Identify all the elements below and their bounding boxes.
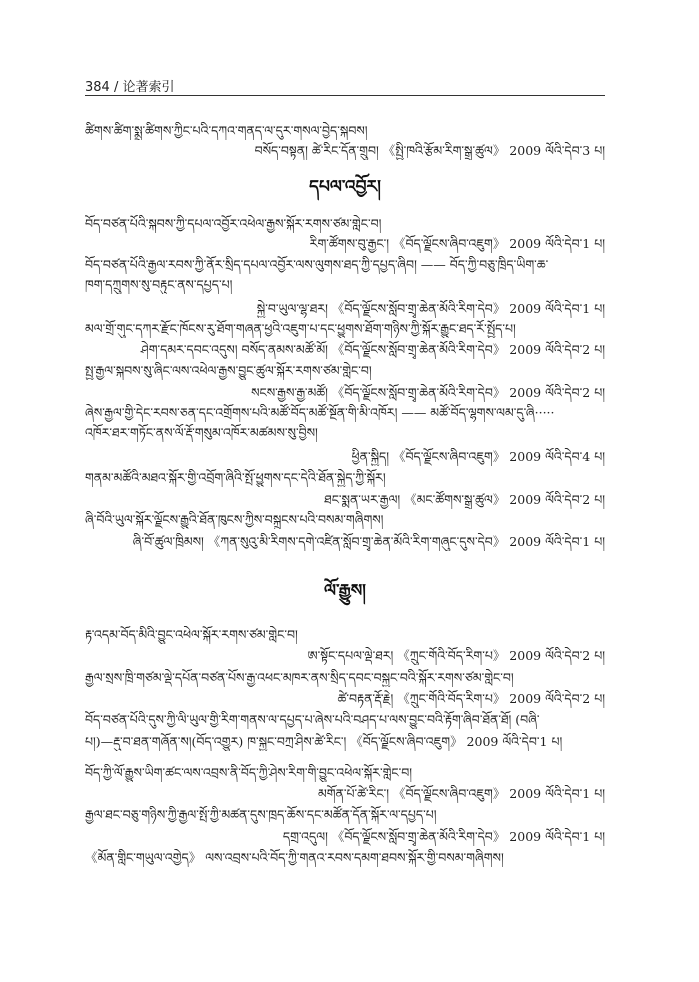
index-entry-title: བོད་བཙན་པོའི་རྒྱལ་རབས་ཀྱི་ནོར་སྲིད་དཔལ་འབྱོར་ལས་ལུགས་ཐད་ཀྱི་དཔྱད་ཞིབ། —— བོད་ཀྱི་བཅུ་ཁྲིད་ཡིག་ཆ་ <box>85 257 549 272</box>
index-entry-citation: ཚེ་བརྟན་རྡོ་རྗེ། 《ཀྲུང་གོའི་བོད་རིག་པ》 2009 ལོའི་དེབ་2 པ། <box>337 691 605 706</box>
index-entry-citation: བསོད་བསྟན། ཚེ་རིང་དོན་གྲུབ། 《སྤྱི་ཁའི་རྩོམ་རིག་སྒྲ་ཚུལ》 2009 ལོའི་དེབ་3 པ། <box>254 143 605 158</box>
index-entry-citation: སངས་རྒྱས་རྒྱ་མཚོ། 《བོད་ལྗོངས་སློབ་གྲྭ་ཆེན་མོའི་རིག་དེབ》 2009 ལོའི་དེབ་2 པ། <box>251 385 605 400</box>
index-entry-title: རྟ་འདམ་བོད་མིའི་བྱུང་འཕེལ་སྐོར་རགས་ཙམ་གླེང་བ། <box>85 627 298 642</box>
index-entry-citation: ཕྱིན་སྐྱིད། 《བོད་ལྗོངས་ཞིབ་འཇུག》 2009 ལོའི་དེབ་4 པ། <box>351 449 605 464</box>
index-entry-title: བོད་ཀྱི་ལོ་རྒྱུས་ཡིག་ཚང་ལས་འབྲས་ནི་བོད་ཀྱི་ཤེས་རིག་གི་བྱུང་འཕེལ་སྐོར་གླེང་བ། <box>85 765 413 780</box>
index-entry-citation: མགོན་པོ་ཚེ་རིང་། 《བོད་ལྗོངས་ཞིབ་འཇུག》 2009 ལོའི་དེབ་1 པ། <box>317 786 605 801</box>
index-entry-title: ཞི་བོའི་ཡུལ་སྐོར་ལྗོངས་རྒྱུའི་ཐོན་ཁུངས་ཀྱིས་བསྐྲུངས་པའི་བསམ་གཞིགས། <box>85 512 384 527</box>
index-entry-citation: ཨ་སྟོང་དཔལ་ལྡེ་ཐར། 《ཀྲུང་གོའི་བོད་རིག་པ》 2009 ལོའི་དེབ་2 པ། <box>307 648 605 663</box>
index-entry-title: 《མོན་གླིང་གཡུལ་འགྱེད》 ལས་འབྲས་པའི་བོད་ཀྱི་གནའ་རབས་དམག་ཐབས་སྐོར་གྱི་བསམ་གཞིགས། <box>85 850 504 865</box>
index-entry-citation: ཐང་སྨན་ཡར་རྒྱལ། 《མང་ཚོགས་སྒྲ་ཚུལ》 2009 ལོའི་དེབ་2 པ། <box>324 492 605 507</box>
section-heading-economy: དཔལ་འབྱོར། <box>309 177 381 197</box>
running-header: 384 / 论著索引 <box>85 80 175 95</box>
index-entry-title-cont: འཁོར་ཐར་གཏོང་ནས་ལོ་རྡོ་གསུམ་འཁོར་མཚམས་སུ་བྱིས། <box>85 425 318 440</box>
index-entry-citation: དགྲ་འདུལ། 《བོད་ལྗོངས་སློབ་གྲྭ་ཆེན་མོའི་རིག་དེབ》 2009 ལོའི་དེབ་1 པ། <box>282 829 605 844</box>
index-entry-title: མལ་གྲོ་གུང་དཀར་རྫོང་ཁོངས་རུ་ཐོག་གཞན་ཕྱའི་འཇུག་པ་དང་ཕྱུགས་ཐོག་གཉིས་ཀྱི་སྐོར་རྒྱུང་ཐད་རོ་སྤྱོད་པ། <box>85 321 516 336</box>
index-entry-title: ཞེས་རྒྱལ་གྱི་དེང་རབས་ཅན་དང་འགྲོགས་པའི་མཚོ་བོད་མཚོ་སྔོན་གི་མི་འཁོར། —— མཚོ་བོད་ལྷགས་ལམ་དུ་ཞི····· <box>85 405 555 420</box>
index-entry-title: གནམ་མཚོའི་མཐའ་སྐོར་གྱི་འབྲོག་ཞིའི་སྤོ་ཕྱུགས་དང་དེའི་ཐོན་སྐྱེད་ཀྱི་སྐོར། <box>85 470 386 485</box>
index-entry-title: ཚིགས་ཚིག་སྨྲ་ཚིགས་ཀྱིང་པའི་དཀའ་གནད་ལ་དུར་གསལ་བྱེད་སྐབས། <box>85 123 368 138</box>
index-entry-title-cont: ཁག་དཀྲུགས་སུ་བརྟུང་ནས་དཔྱད་པ། <box>85 277 233 292</box>
index-entry-citation: སྐྱེ་བ་ཡུལ་ལྷ་ཐར། 《བོད་ལྗོངས་སློབ་གྲྭ་ཆེན་མོའི་རིག་དེབ》 2009 ལོའི་དེབ་1 པ། <box>256 301 605 316</box>
index-entry-citation: རིག་ཚོགས་བུ་རྒྱང་། 《བོད་ལྗོངས་ཞིབ་འཇུག》 2009 ལོའི་དེབ་1 པ། <box>309 236 605 251</box>
index-entry-title: རྒྱལ་ཐང་བཅུ་གཉིས་ཀྱི་རྒྱལ་སྤོ་ཀྱི་མཚན་དུས་ཁྲད་ཆོས་དང་མཚོན་དོན་སྐོར་ལ་དཔྱད་པ། <box>85 807 437 822</box>
index-entry-citation: ཤེག་དམར་དབང་འདུས། བསོད་ནམས་མཚོ་མོ། 《བོད་ལྗོངས་སློབ་གྲྭ་ཆེན་མོའི་རིག་དེབ》 2009 ལོའི་དེབ་2 པ། <box>140 342 605 357</box>
index-entry-citation: ཞི་བོ་ཚུལ་ཁྲིམས། 《ཀན་སུའུ་མི་རིགས་དགེ་འཛིན་སློབ་གྲྭ་ཆེན་མོའི་རིག་གཞུང་དུས་དེབ》 2009 ལོའི་དེབ་1 པ། <box>132 534 605 549</box>
index-entry-title: བོད་བཙན་པོའི་དུས་ཀྱི་ལི་ཡུལ་གྱི་རིག་གནས་ལ་དཔྱད་པ་ཞེས་པའི་བཤད་པ་ལས་བྱུང་བའི་རྟོག་ཞིབ་ཐོན་ཐོ། (བཞི་ <box>85 712 540 727</box>
index-entry-title: སྤྱ་རྒྱལ་སྐབས་སུ་ཞིང་ལས་འཕེལ་རྒྱས་བྱུང་ཚུལ་སྐོར་རགས་ཙམ་གླེང་བ། <box>85 363 372 378</box>
index-entry-title-cont: པ།)—རྡུ་བ་ཐན་གཞོན་ས།(བོད་འགྱུར) ཁ་སྐྱང་བཀྲ་ཤིས་ཚེ་རིང་། 《བོད་ལྗོངས་ཞིབ་འཇུག》 2009 ལོའི་དེབ་1 པ། <box>85 734 563 749</box>
index-entry-title: རྒྱལ་སྲས་ཁྲི་གཙམ་ལྡེ་དཔོན་བཙན་པོས་རྒྱ་འཕང་མཁར་ནས་སྲིད་དབང་བསྐྱང་བའི་སྐོར་རགས་ཙམ་གླེང་བ། <box>85 670 514 685</box>
index-entry-title: བོད་བཙན་པོའི་སྐབས་ཀྱི་དཔལ་འབྱོར་འཕེལ་རྒྱས་སྐོར་རགས་ཙམ་གླེང་བ། <box>85 216 382 231</box>
section-heading-history: ལོ་རྒྱུས། <box>324 581 366 601</box>
